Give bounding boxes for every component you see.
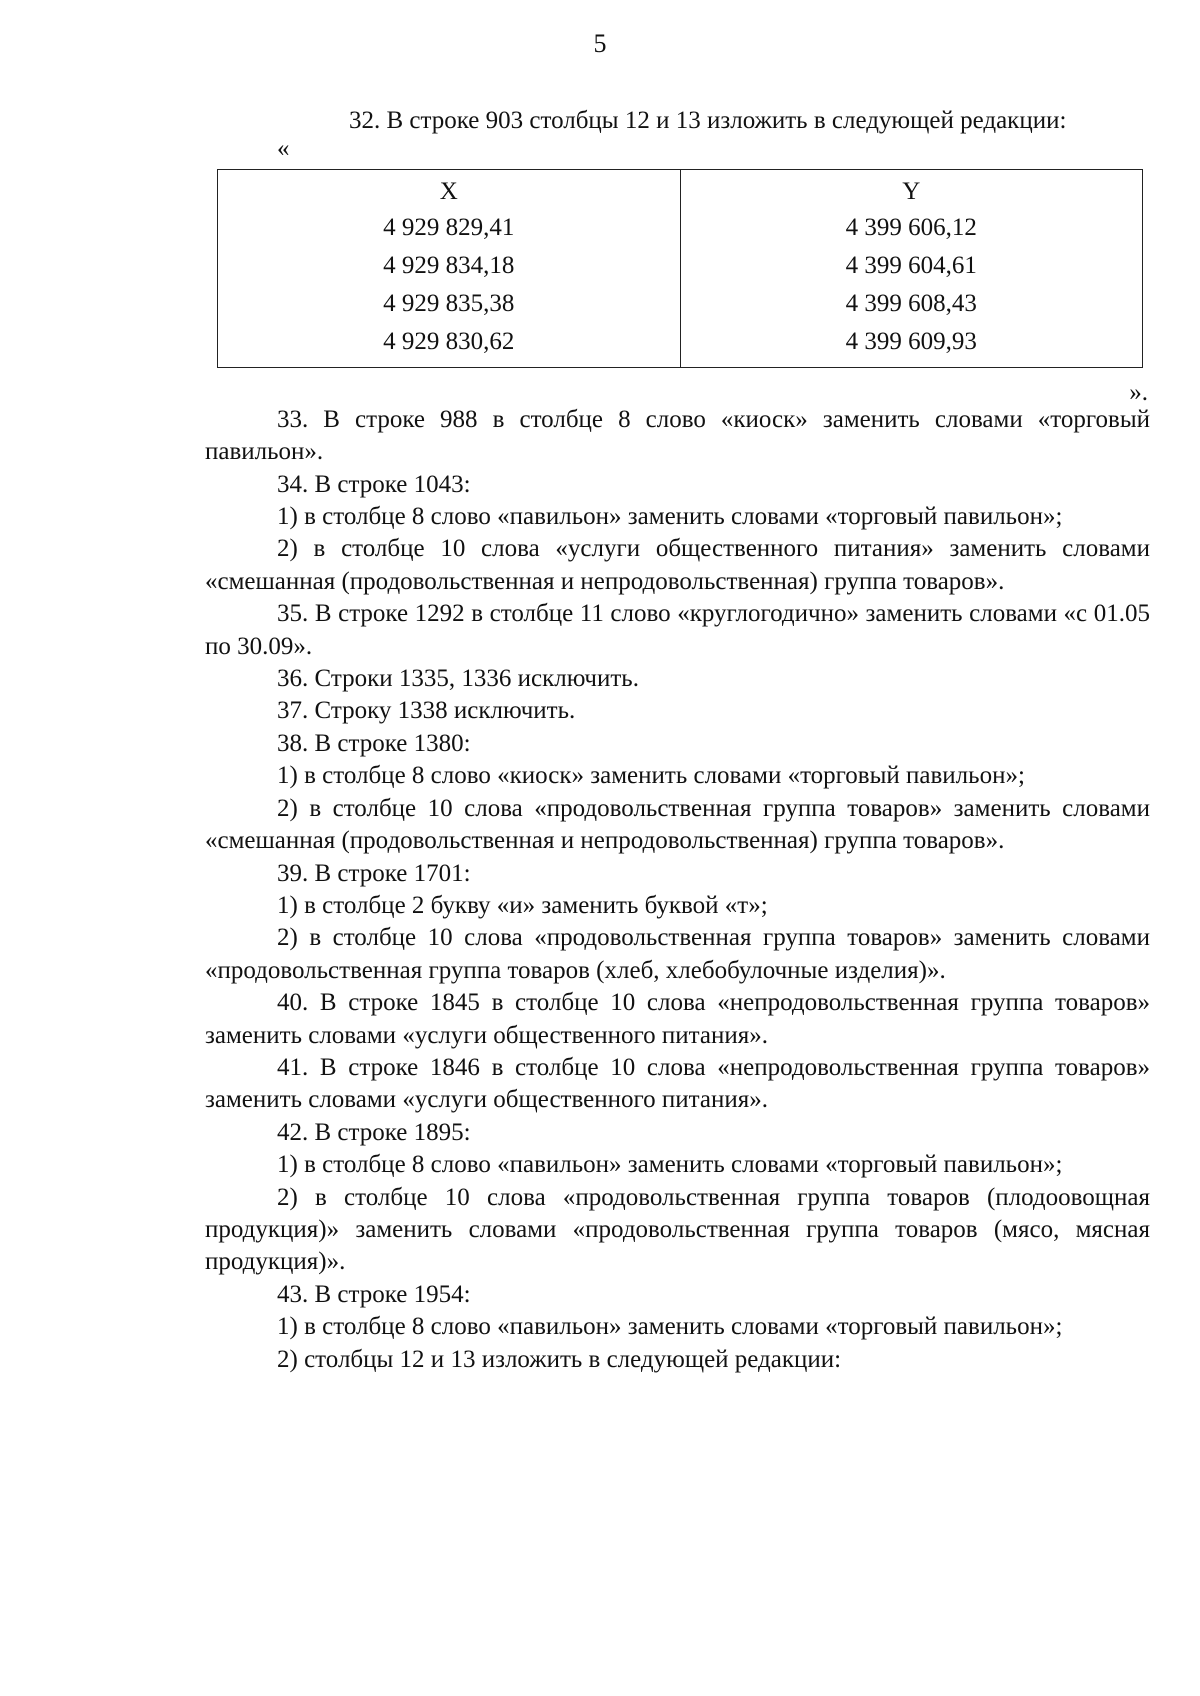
x-value: 4 929 830,62 xyxy=(383,327,515,355)
coordinates-table xyxy=(217,169,1143,367)
paragraph: 34. В строке 1043: xyxy=(277,470,471,498)
paragraph: 2) в столбце 10 слова «услуги общественного питания» заменить словами «смешанная (продовольственная и непродовольственная) группа товаров». xyxy=(205,535,1150,595)
paragraph: 39. В строке 1701: xyxy=(277,859,471,887)
paragraph: 33. В строке 988 в столбце 8 слово «киоск» заменить словами «торговый павильон». xyxy=(205,405,1150,466)
paragraph: 38. В строке 1380: xyxy=(277,729,471,757)
x-value: 4 929 829,41 xyxy=(383,213,515,241)
column-header-x: X xyxy=(439,178,458,206)
paragraph: 2) столбцы 12 и 13 изложить в следующей редакции: xyxy=(277,1345,842,1373)
paragraph: 2) в столбце 10 слова «продовольственная группа товаров (плодоовощная продукция)» заменить словами «продовольственная группа товаров (мясо, мясная продукция)». xyxy=(205,1183,1150,1276)
paragraph: 1) в столбце 8 слово «павильон» заменить словами «торговый павильон»; xyxy=(277,1151,1063,1179)
paragraph: 1) в столбце 8 слово «павильон» заменить словами «торговый павильон»; xyxy=(277,503,1063,531)
paragraph: 2) в столбце 10 слова «продовольственная группа товаров» заменить словами «смешанная (продовольственная и непродовольственная) группа товаров». xyxy=(205,794,1150,855)
paragraph: 43. В строке 1954: xyxy=(277,1280,471,1308)
paragraph: 35. В строке 1292 в столбце 11 слово «круглогодично» заменить словами «с 01.05 по 30.09». xyxy=(205,600,1150,660)
document-body xyxy=(205,105,1150,1376)
item-32-intro: 32. В строке 903 столбцы 12 и 13 изложить в следующей редакции: xyxy=(349,107,1067,134)
table-values-row xyxy=(218,209,1143,368)
y-value: 4 399 606,12 xyxy=(845,213,977,241)
paragraph: 36. Строки 1335, 1336 исключить. xyxy=(277,665,639,693)
open-quote: « xyxy=(277,135,290,163)
paragraph: 1) в столбце 8 слово «павильон» заменить словами «торговый павильон»; xyxy=(277,1313,1063,1341)
y-value: 4 399 609,93 xyxy=(845,327,977,355)
page-number: 5 xyxy=(593,29,607,58)
column-header-y: Y xyxy=(680,170,1143,209)
y-values-cell xyxy=(680,209,1143,368)
close-quote: ». xyxy=(1129,378,1148,406)
y-value: 4 399 608,43 xyxy=(845,289,977,317)
x-value: 4 929 835,38 xyxy=(383,289,515,317)
paragraph: 41. В строке 1846 в столбце 10 слова «непродовольственная группа товаров» заменить словами «услуги общественного питания». xyxy=(205,1053,1150,1114)
paragraph: 1) в столбце 2 букву «и» заменить буквой «т»; xyxy=(277,891,768,919)
table-header-row xyxy=(218,170,1143,209)
y-value: 4 399 604,61 xyxy=(845,251,977,279)
x-value: 4 929 834,18 xyxy=(383,251,515,279)
paragraph: 37. Строку 1338 исключить. xyxy=(277,697,576,725)
paragraph: 2) в столбце 10 слова «продовольственная группа товаров» заменить словами «продовольственная группа товаров (хлеб, хлебобулочные изделия)». xyxy=(205,924,1150,984)
paragraph: 42. В строке 1895: xyxy=(277,1118,471,1146)
x-values-cell xyxy=(218,209,681,368)
paragraph: 40. В строке 1845 в столбце 10 слова «непродовольственная группа товаров» заменить словами «услуги общественного питания». xyxy=(205,989,1150,1049)
paragraph: 1) в столбце 8 слово «киоск» заменить словами «торговый павильон»; xyxy=(277,762,1025,790)
